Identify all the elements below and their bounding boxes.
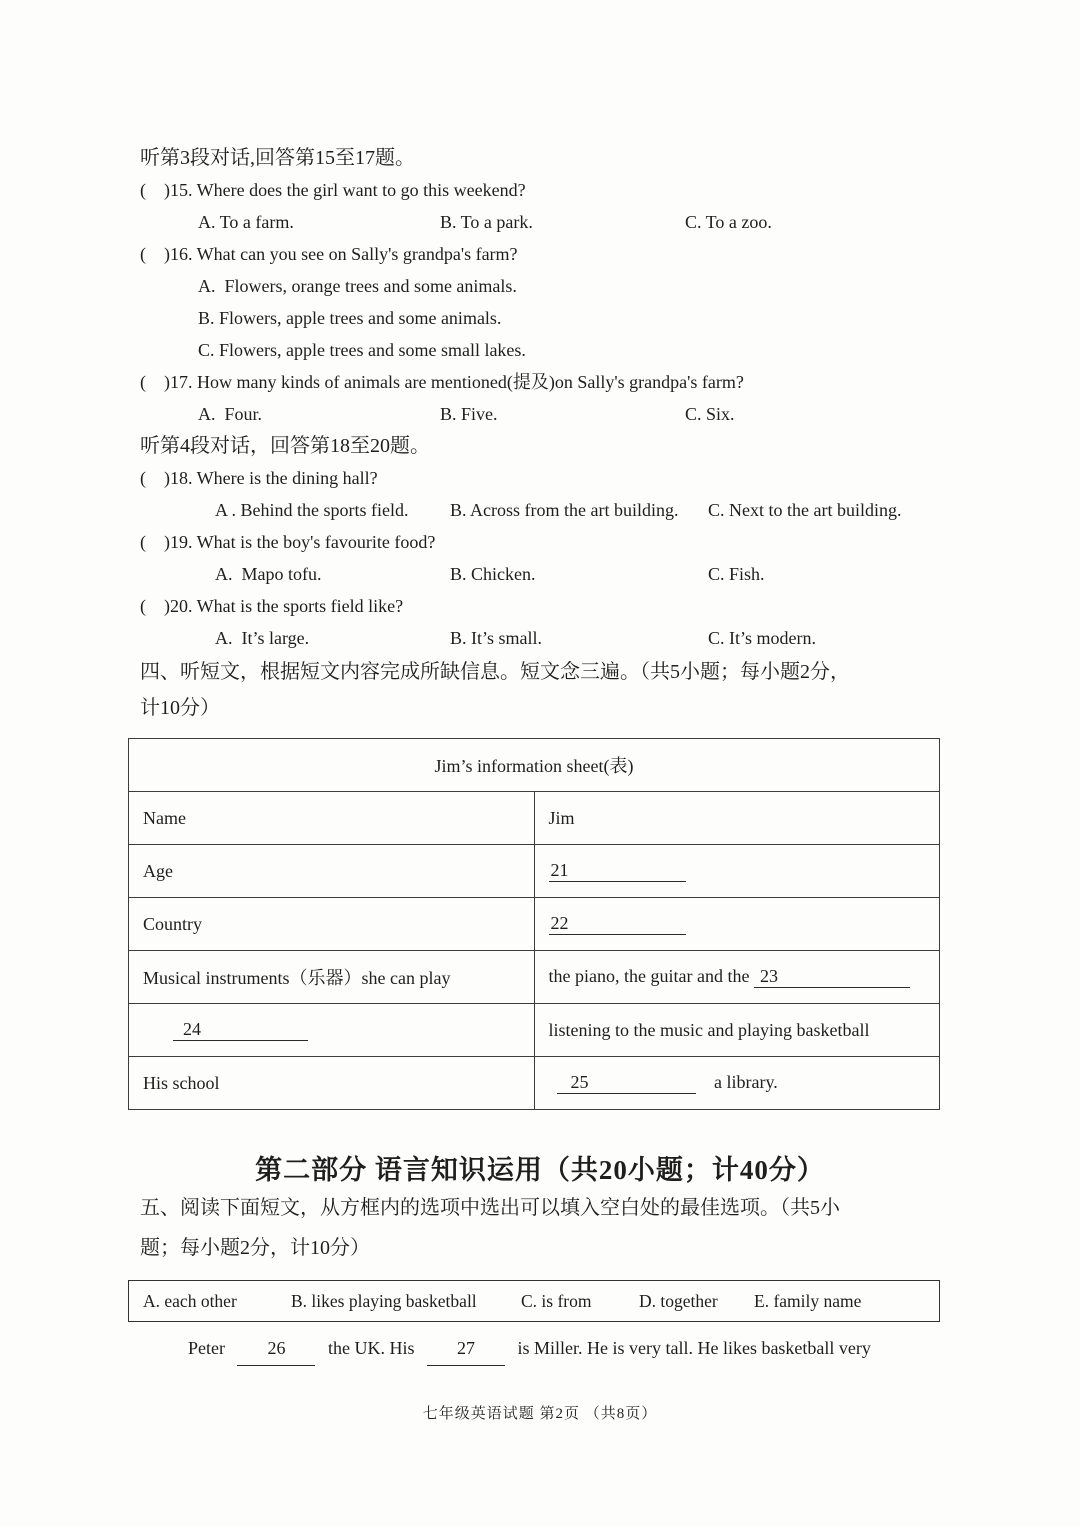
blank-21-number: 21 bbox=[550, 860, 569, 880]
cloze-passage-line bbox=[140, 1331, 940, 1365]
question-18-option-b: B. Across from the art building. bbox=[450, 500, 679, 520]
table-row-instruments bbox=[129, 951, 940, 1004]
table-row-name bbox=[129, 792, 940, 845]
row-name-label: Name bbox=[129, 792, 535, 845]
blank-22-number: 22 bbox=[550, 913, 569, 933]
question-16-stem: ( )16. What can you see on Sally's grandpa's farm? bbox=[140, 244, 518, 264]
jim-information-table bbox=[128, 738, 940, 1110]
table-title-row bbox=[129, 739, 940, 792]
word-bank-option-b: B. likes playing basketball bbox=[291, 1290, 477, 1311]
listening-section3-header: 听第3段对话,回答第15至17题。 bbox=[140, 147, 415, 169]
blank-22 bbox=[549, 913, 686, 935]
table-row-hobby bbox=[129, 1004, 940, 1057]
question-18-options bbox=[140, 494, 940, 526]
word-bank-option-d: D. together bbox=[639, 1290, 718, 1311]
blank-27-number: 27 bbox=[456, 1338, 475, 1358]
row-hobby-label bbox=[129, 1004, 535, 1057]
row-name-value: Jim bbox=[534, 792, 940, 845]
blank-23 bbox=[754, 966, 910, 988]
section-four-instructions-line2: 计10分） bbox=[140, 697, 220, 719]
question-19-option-b: B. Chicken. bbox=[450, 564, 536, 584]
table-row-country bbox=[129, 898, 940, 951]
table-row-age bbox=[129, 845, 940, 898]
question-20-option-c: C. It’s modern. bbox=[708, 628, 816, 648]
blank-24-number: 24 bbox=[183, 1019, 201, 1039]
question-19-option-a: A. Mapo tofu. bbox=[215, 564, 322, 584]
listening-section4-header: 听第4段对话，回答第18至20题。 bbox=[140, 435, 430, 457]
row-instruments-label: Musical instruments（乐器）she can play bbox=[129, 951, 535, 1004]
section-five-instructions-line2: 题；每小题2分，计10分） bbox=[140, 1237, 370, 1259]
question-18-option-a: A . Behind the sports field. bbox=[215, 500, 409, 520]
question-16-option-c: C. Flowers, apple trees and some small lakes. bbox=[198, 340, 526, 360]
row-instruments-text: the piano, the guitar and the bbox=[548, 966, 750, 986]
question-15-options bbox=[140, 206, 940, 238]
row-age-value bbox=[534, 845, 940, 898]
question-16-option-b: B. Flowers, apple trees and some animals. bbox=[198, 308, 502, 328]
question-20-option-b: B. It’s small. bbox=[450, 628, 543, 648]
question-17-option-c: C. Six. bbox=[685, 404, 735, 424]
word-bank-option-c: C. is from bbox=[521, 1290, 592, 1311]
passage-text-3: is Miller. He is very tall. He likes basketball very bbox=[517, 1338, 871, 1358]
row-country-label: Country bbox=[129, 898, 535, 951]
question-19-option-c: C. Fish. bbox=[708, 564, 765, 584]
blank-25-number: 25 bbox=[570, 1072, 589, 1092]
blank-23-number: 23 bbox=[759, 966, 778, 986]
blank-25 bbox=[557, 1072, 696, 1094]
question-17-option-b: B. Five. bbox=[440, 404, 498, 424]
passage-text-2: the UK. His bbox=[327, 1338, 415, 1358]
question-15-option-a: A. To a farm. bbox=[198, 212, 294, 232]
blank-27 bbox=[427, 1331, 505, 1366]
question-20-stem: ( )20. What is the sports field like? bbox=[140, 596, 404, 616]
question-16-option-a: A. Flowers, orange trees and some animals. bbox=[198, 276, 517, 296]
question-19-stem: ( )19. What is the boy's favourite food? bbox=[140, 532, 436, 552]
question-19-options bbox=[140, 558, 940, 590]
question-15-stem: ( )15. Where does the girl want to go this weekend? bbox=[140, 180, 526, 200]
question-15-option-b: B. To a park. bbox=[440, 212, 533, 232]
question-20-option-a: A. It’s large. bbox=[215, 628, 310, 648]
part-two-heading: 第二部分 语言知识运用（共20小题；计40分） bbox=[255, 1155, 825, 1185]
table-title: Jim’s information sheet(表) bbox=[129, 739, 940, 792]
blank-26-number: 26 bbox=[267, 1338, 286, 1358]
row-age-label: Age bbox=[129, 845, 535, 898]
question-20-options bbox=[140, 622, 940, 654]
question-17-options bbox=[140, 398, 940, 430]
row-school-label: His school bbox=[129, 1057, 535, 1110]
section-four-instructions-line1: 四、听短文，根据短文内容完成所缺信息。短文念三遍。（共5小题；每小题2分， bbox=[140, 661, 850, 683]
word-bank-box bbox=[128, 1280, 940, 1322]
question-18-stem: ( )18. Where is the dining hall? bbox=[140, 468, 378, 488]
row-country-value bbox=[534, 898, 940, 951]
passage-text-1: Peter bbox=[188, 1338, 225, 1358]
row-school-value bbox=[534, 1057, 940, 1110]
blank-21 bbox=[549, 860, 686, 882]
blank-24 bbox=[173, 1019, 308, 1041]
page-footer: 七年级英语试题 第2页 （共8页） bbox=[422, 1406, 658, 1422]
word-bank-option-a: A. each other bbox=[143, 1290, 237, 1311]
question-17-stem: ( )17. How many kinds of animals are mentioned(提及)on Sally's grandpa's farm? bbox=[140, 372, 744, 392]
row-hobby-value: listening to the music and playing basketball bbox=[534, 1004, 940, 1057]
row-instruments-value bbox=[534, 951, 940, 1004]
word-bank-option-e: E. family name bbox=[754, 1290, 862, 1311]
section-five-instructions-line1: 五、阅读下面短文，从方框内的选项中选出可以填入空白处的最佳选项。（共5小 bbox=[140, 1197, 840, 1219]
question-15-option-c: C. To a zoo. bbox=[685, 212, 772, 232]
question-17-option-a: A. Four. bbox=[198, 404, 263, 424]
blank-26 bbox=[237, 1331, 315, 1366]
question-18-option-c: C. Next to the art building. bbox=[708, 500, 902, 520]
row-school-text: a library. bbox=[714, 1072, 778, 1092]
table-row-school bbox=[129, 1057, 940, 1110]
